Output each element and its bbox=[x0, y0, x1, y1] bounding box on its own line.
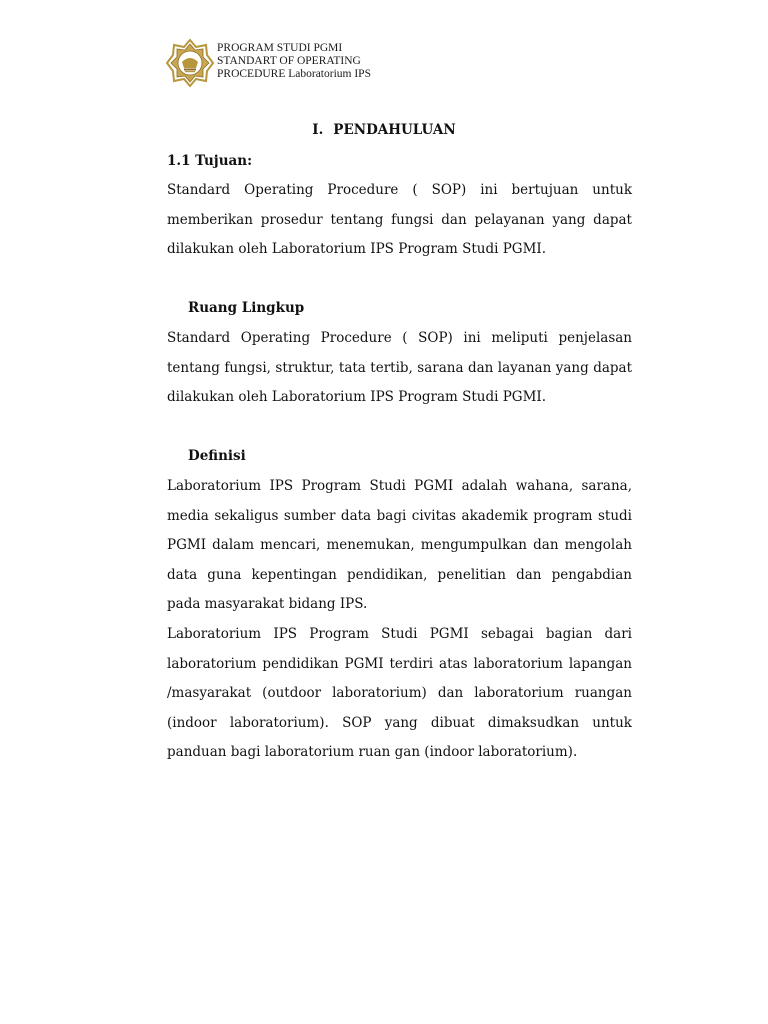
ruang-lingkup-paragraph: Standard Operating Procedure ( SOP) ini meliputi penjelasan tentang fungsi, struktur, tata tertib, sarana dan layanan yang dapat dilakukan oleh Laboratorium IPS Program Studi PGMI. bbox=[167, 330, 632, 405]
definisi-paragraph-1: Laboratorium IPS Program Studi PGMI adalah wahana, sarana, media sekaligus sumber data bagi civitas akademik program studi PGMI dalam mencari, menemukan, mengumpulkan dan mengolah data guna kepentingan pendidikan, penelitian dan pengabdian pada masyarakat bidang IPS. bbox=[167, 478, 632, 612]
tujuan-paragraph: Standard Operating Procedure ( SOP) ini bertujuan untuk memberikan prosedur tentang fungsi dan pelayanan yang dapat dilakukan oleh Laboratorium IPS Program Studi PGMI. bbox=[167, 182, 632, 257]
section-title-text: PENDAHULUAN bbox=[333, 122, 456, 138]
definisi-heading: Definisi bbox=[188, 448, 246, 464]
header-text-block bbox=[217, 42, 371, 81]
definisi-paragraph-2: Laboratorium IPS Program Studi PGMI sebagai bagian dari laboratorium pendidikan PGMI terdiri atas laboratorium lapangan /masyarakat (outdoor laboratorium) dan laboratorium ruangan (indoor laboratorium). SOP yang dibuat dimaksudkan untuk panduan bagi laboratorium ruan gan (indoor laboratorium). bbox=[167, 626, 632, 760]
header-procedure-line: PROCEDURE Laboratorium IPS bbox=[217, 68, 371, 80]
header-standart-line: STANDART OF OPERATING bbox=[217, 55, 361, 67]
university-logo-icon bbox=[165, 38, 215, 88]
ruang-lingkup-heading: Ruang Lingkup bbox=[188, 300, 305, 316]
section-title bbox=[0, 122, 768, 138]
document-header bbox=[165, 38, 585, 92]
section-number: I. bbox=[312, 122, 324, 138]
tujuan-heading: 1.1 Tujuan: bbox=[167, 153, 253, 169]
header-program-line: PROGRAM STUDI PGMI bbox=[217, 42, 343, 54]
